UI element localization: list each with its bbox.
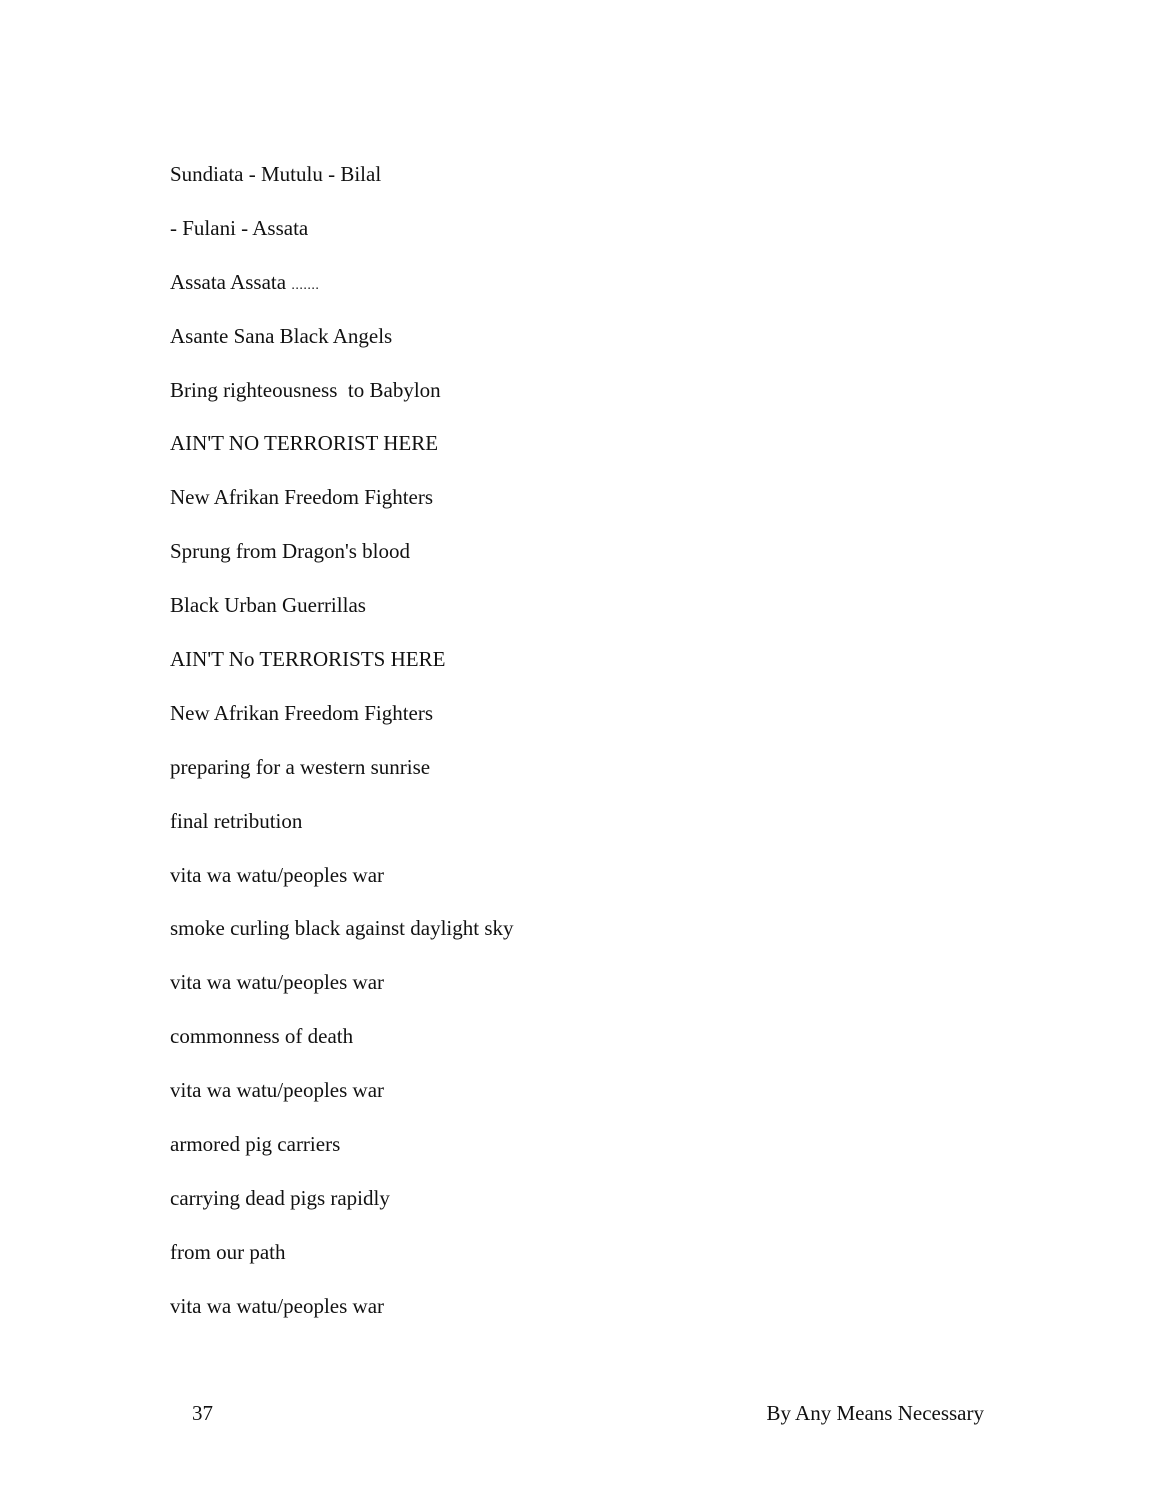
- poem-line: New Afrikan Freedom Fighters: [170, 700, 434, 725]
- poem-line: AIN'T NO TERRORIST HERE: [170, 431, 439, 456]
- footer-title: By Any Means Necessary: [766, 1401, 984, 1425]
- poem-line: carrying dead pigs rapidly: [170, 1185, 390, 1210]
- poem-line: - Fulani - Assata: [170, 215, 309, 240]
- poem-line: preparing for a western sunrise: [170, 754, 431, 779]
- poem-line: vita wa watu/peoples war: [170, 1078, 385, 1103]
- poem-line: AIN'T No TERRORISTS HERE: [170, 647, 446, 672]
- poem-line: [170, 270, 514, 294]
- poem-line-text: Assata Assata: [170, 269, 287, 294]
- poem-line: New Afrikan Freedom Fighters: [170, 485, 434, 510]
- poem-line: vita wa watu/peoples war: [170, 970, 385, 995]
- poem-body: [170, 162, 514, 1348]
- page-number: 37: [192, 1401, 213, 1425]
- poem-line: vita wa watu/peoples war: [170, 862, 385, 887]
- poem-line: armored pig carriers: [170, 1132, 341, 1157]
- poem-line: Asante Sana Black Angels: [170, 323, 393, 348]
- poem-line: commonness of death: [170, 1024, 354, 1049]
- poem-line: final retribution: [170, 808, 303, 833]
- ellipsis: .......: [291, 277, 320, 293]
- poem-line: Sprung from Dragon's blood: [170, 539, 411, 564]
- poem-line: Black Urban Guerrillas: [170, 593, 366, 618]
- poem-line: from our path: [170, 1239, 286, 1264]
- poem-line: Sundiata - Mutulu - Bilal: [170, 162, 382, 186]
- poem-line: Bring righteousness to Babylon: [170, 377, 441, 402]
- poem-line: smoke curling black against daylight sky: [170, 916, 514, 941]
- poem-line: vita wa watu/peoples war: [170, 1293, 385, 1318]
